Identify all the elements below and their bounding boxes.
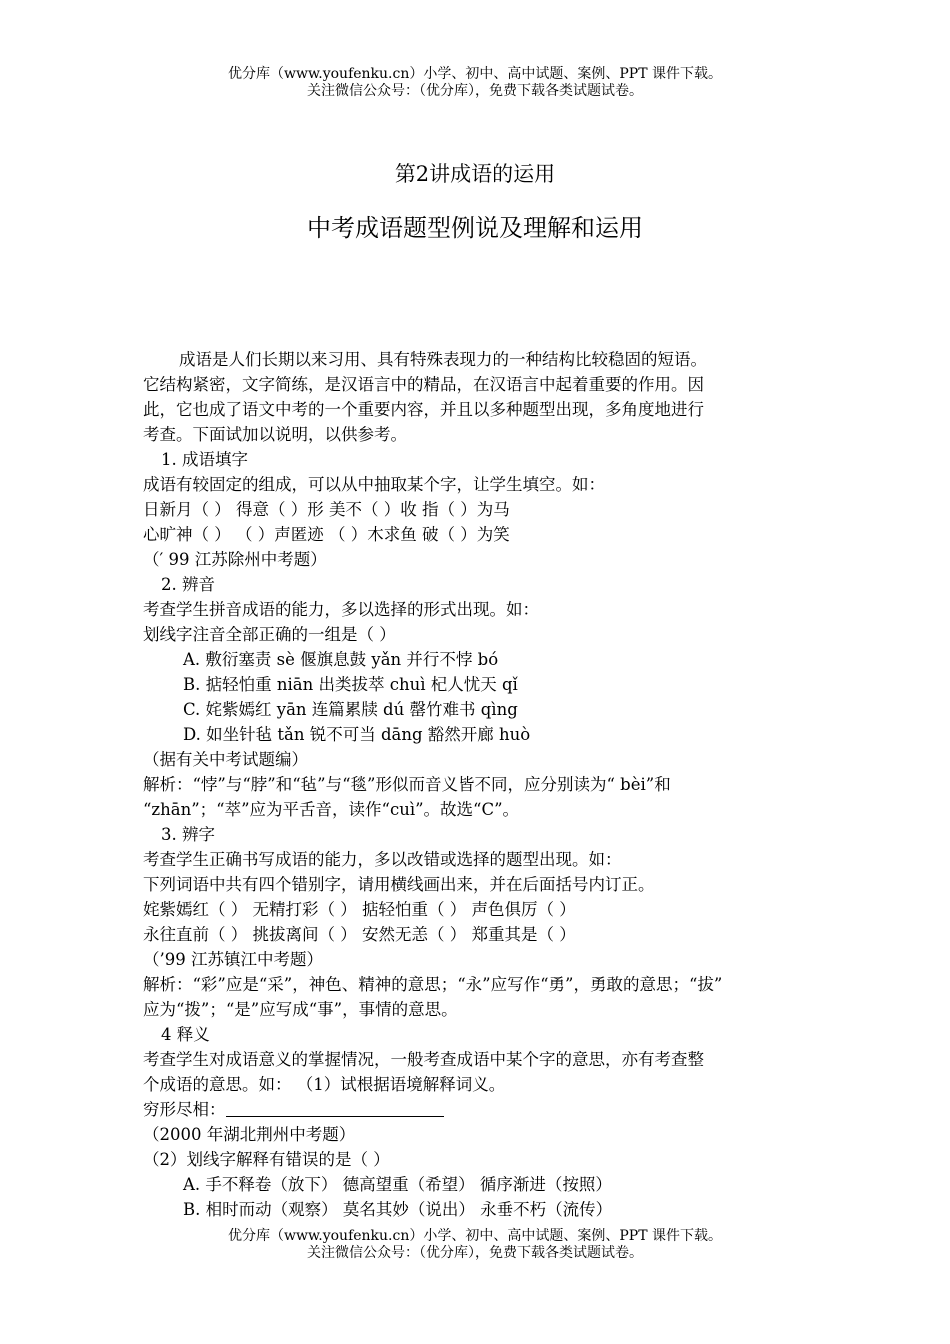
exercise-row: 日新月（ ） 得意（ ）形 美不（ ）收 指（ ）为马 xyxy=(143,500,510,519)
header-line-1: 优分库（www.youfenku.cn）小学、初中、高中试题、案例、PPT 课件下载。 xyxy=(227,66,722,82)
option-d: D. 如坐针毡 tǎn 锐不可当 dāng 豁然开廊 huò xyxy=(183,725,531,744)
section-desc: 考查学生正确书写成语的能力，多以改错或选择的题型出现。如： xyxy=(143,850,622,869)
intro-line: 此，它也成了语文中考的一个重要内容，并且以多种题型出现，多角度地进行 xyxy=(143,400,704,419)
section-heading-fill-in: 1. 成语填字 xyxy=(161,450,248,469)
header-line-2: 关注微信公众号：（优分库），免费下载各类试题试卷。 xyxy=(307,83,643,99)
exercise-row: 永往直前（ ） 挑拔离间（ ） 安然无恙（ ） 郑重其是（ ） xyxy=(143,925,576,944)
question: 划线字注音全部正确的一组是（ ） xyxy=(143,625,396,644)
section-desc: 个成语的意思。如： （1）试根据语境解释词义。 xyxy=(143,1075,506,1094)
source-note: （2000 年湖北荆州中考题） xyxy=(143,1125,356,1144)
section-heading-meaning: 4 释义 xyxy=(161,1025,210,1044)
intro-line: 成语是人们长期以来习用、具有特殊表现力的一种结构比较稳固的短语。 xyxy=(179,350,707,369)
section-desc: 成语有较固定的组成，可以从中抽取某个字，让学生填空。如： xyxy=(143,475,605,494)
footer-line-2: 关注微信公众号：（优分库），免费下载各类试题试卷。 xyxy=(307,1245,643,1261)
intro-line: 考查。下面试加以说明，以供参考。 xyxy=(143,425,407,444)
fill-blank-item xyxy=(143,1097,808,1122)
source-note: （′ 99 江苏除州中考题） xyxy=(143,550,327,569)
source-note: （’99 江苏镇江中考题） xyxy=(143,950,323,969)
option-b: B. 相时而动（观察） 莫名其妙（说出） 永垂不朽（流传） xyxy=(183,1200,613,1219)
exercise-row: 心旷神（ ） （ ）声匿迹 （ ）木求鱼 破（ ）为笑 xyxy=(143,525,510,544)
footer-line-1: 优分库（www.youfenku.cn）小学、初中、高中试题、案例、PPT 课件下载。 xyxy=(227,1228,722,1244)
intro-line: 它结构紧密，文字简练，是汉语言中的精品，在汉语言中起着重要的作用。因 xyxy=(143,375,704,394)
question: （2）划线字解释有错误的是（ ） xyxy=(143,1150,390,1169)
page-footer xyxy=(0,1228,950,1262)
answer-blank[interactable] xyxy=(226,1100,444,1117)
section-desc: 考查学生拼音成语的能力，多以选择的形式出现。如： xyxy=(143,600,539,619)
option-a: A. 手不释卷（放下） 德高望重（希望） 循序渐进（按照） xyxy=(183,1175,612,1194)
analysis-line: “zhān”；“萃”应为平舌音，读作“cuì”。故选“C”。 xyxy=(143,800,520,819)
lesson-title: 第2讲成语的运用 xyxy=(394,162,556,186)
section-heading-pronunciation: 2. 辨音 xyxy=(161,575,215,594)
document-body xyxy=(143,347,808,1222)
section-desc: 考查学生对成语意义的掌握情况，一般考查成语中某个字的意思，亦有考查整 xyxy=(143,1050,704,1069)
analysis-line: 解析：“悖”与“脖”和“毡”与“毯”形似而音义皆不同，应分别读为“ bèi”和 xyxy=(143,775,671,794)
option-a: A. 敷衍塞责 sè 偃旗息鼓 yǎn 并行不悖 bó xyxy=(183,650,499,669)
analysis-line: 解析：“彩”应是“采”，神色、精神的意思；“永”应写作“勇”，勇敢的意思；“拔” xyxy=(143,975,723,994)
source-note: （据有关中考试题编） xyxy=(143,750,308,769)
item-label: 穷形尽相： xyxy=(143,1100,226,1119)
section-heading-characters: 3. 辨字 xyxy=(161,825,215,844)
question: 下列词语中共有四个错别字，请用横线画出来，并在后面括号内订正。 xyxy=(143,875,655,894)
lesson-subtitle: 中考成语题型例说及理解和运用 xyxy=(307,214,643,242)
page-header xyxy=(0,66,950,100)
exercise-row: 姹紫嫣红（ ） 无精打彩（ ） 掂轻怕重（ ） 声色俱厉（ ） xyxy=(143,900,576,919)
option-b: B. 掂轻怕重 niān 出类拔萃 chuì 杞人忧天 qǐ xyxy=(183,675,518,694)
analysis-line: 应为“拨”；“是”应写成“事”，事情的意思。 xyxy=(143,1000,458,1019)
option-c: C. 姹紫嫣红 yān 连篇累牍 dú 罄竹难书 qìng xyxy=(183,700,518,719)
